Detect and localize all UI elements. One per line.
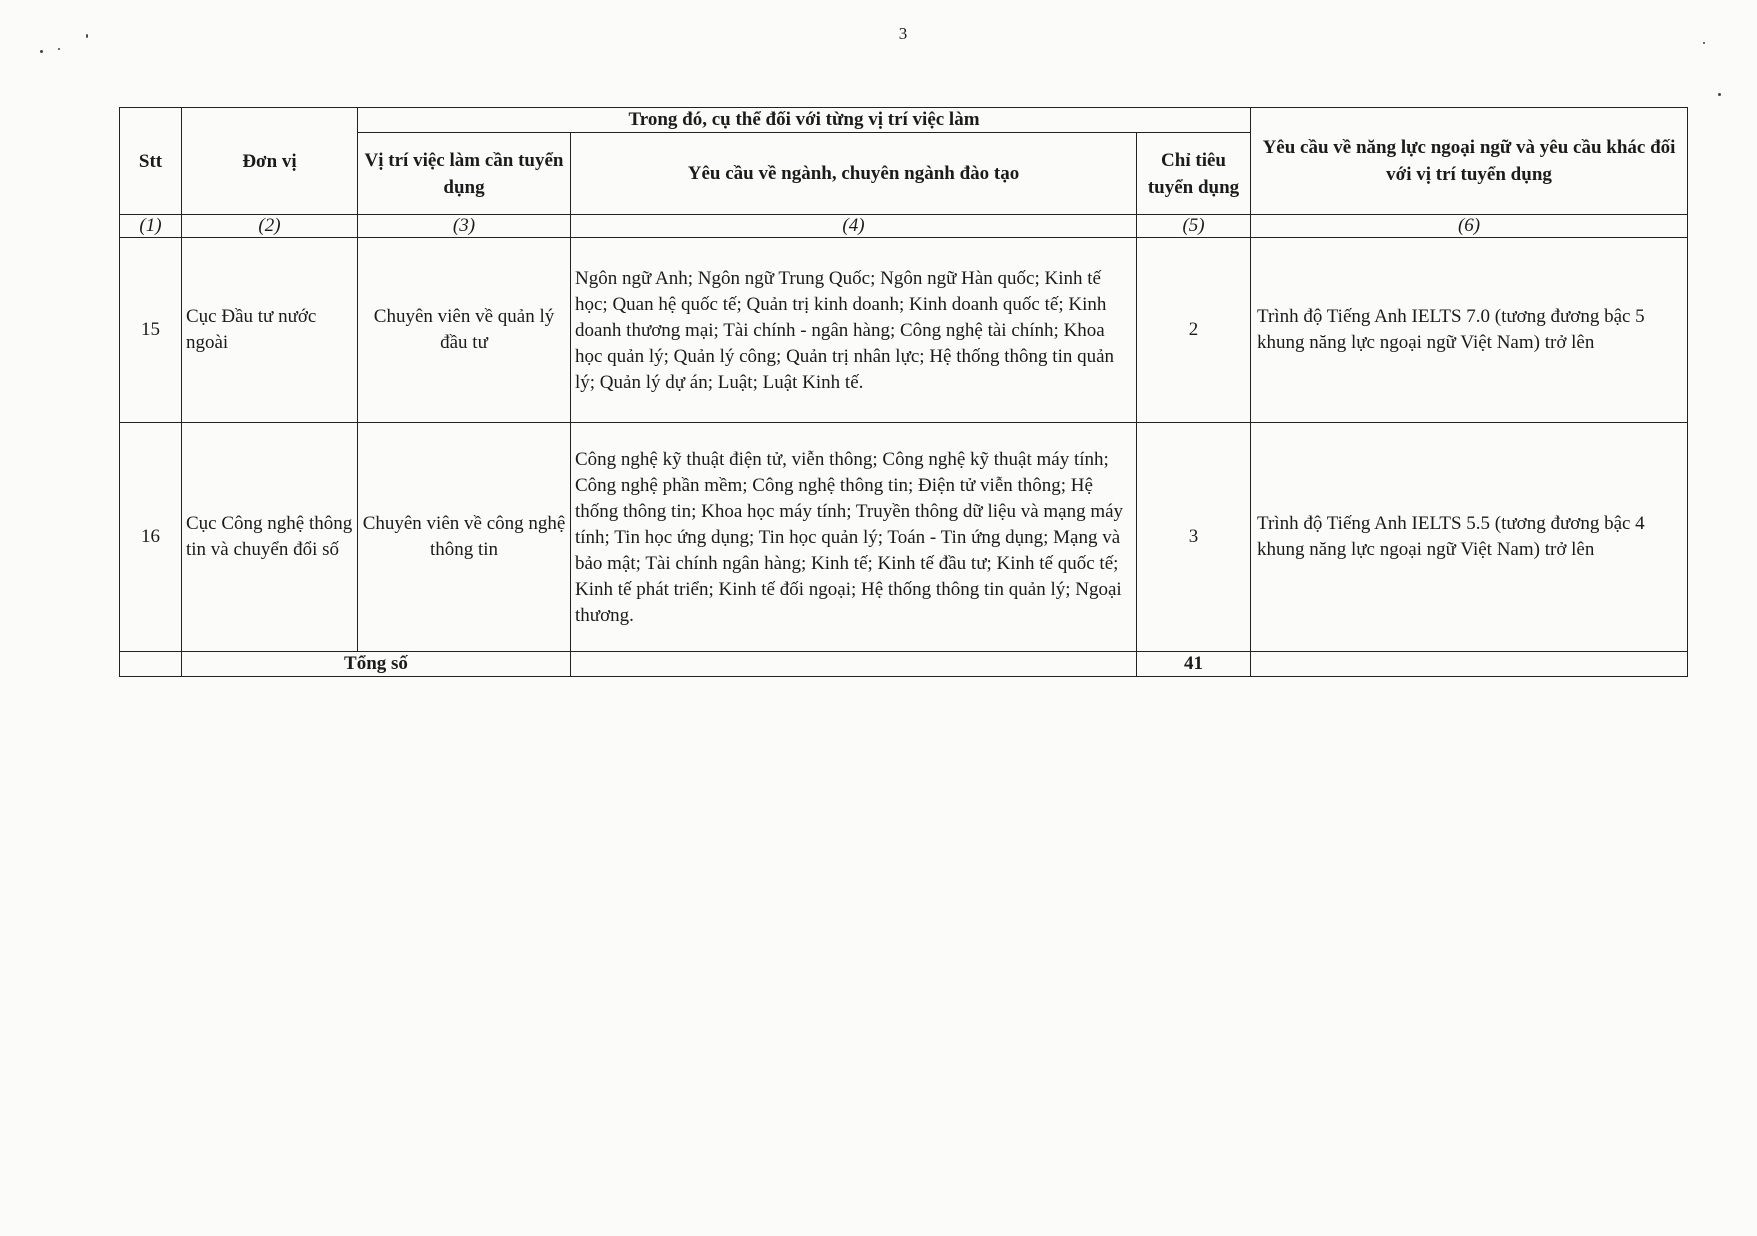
column-index: (1) bbox=[120, 215, 182, 238]
row-requirements: Trình độ Tiếng Anh IELTS 5.5 (tương đương bậc 4 khung năng lực ngoại ngữ Việt Nam) trở lên bbox=[1251, 423, 1688, 652]
header-row-group bbox=[120, 108, 1688, 133]
row-unit: Cục Công nghệ thông tin và chuyển đổi số bbox=[182, 423, 358, 652]
row-unit: Cục Đầu tư nước ngoài bbox=[182, 238, 358, 423]
column-index: (2) bbox=[182, 215, 358, 238]
header-quota: Chỉ tiêu tuyển dụng bbox=[1137, 133, 1251, 215]
header-group-positions: Trong đó, cụ thể đối với từng vị trí việc làm bbox=[358, 108, 1251, 133]
total-empty-cell bbox=[571, 652, 1137, 677]
page-number: 3 bbox=[898, 24, 908, 43]
header-position: Vị trí việc làm cần tuyển dụng bbox=[358, 133, 571, 215]
row-position: Chuyên viên về quản lý đầu tư bbox=[358, 238, 571, 423]
column-index: (6) bbox=[1251, 215, 1688, 238]
row-position: Chuyên viên về công nghệ thông tin bbox=[358, 423, 571, 652]
header-stt: Stt bbox=[120, 108, 182, 215]
column-index: (5) bbox=[1137, 215, 1251, 238]
total-quota: 41 bbox=[1137, 652, 1251, 677]
table-row bbox=[120, 423, 1688, 652]
row-majors: Ngôn ngữ Anh; Ngôn ngữ Trung Quốc; Ngôn ngữ Hàn quốc; Kinh tế học; Quan hệ quốc tế; Quản trị kinh doanh; Kinh doanh quốc tế; Kinh doanh thương mại; Tài chính - ngân hàng; Công nghệ tài chính; Khoa học quản lý; Quản lý công; Quản trị nhân lực; Hệ thống thông tin quản lý; Quản lý dự án; Luật; Luật Kinh tế. bbox=[571, 238, 1137, 423]
scan-speck bbox=[1718, 93, 1721, 96]
header-unit: Đơn vị bbox=[182, 108, 358, 215]
row-quota: 3 bbox=[1137, 423, 1251, 652]
scan-speck bbox=[40, 50, 43, 53]
total-empty-cell bbox=[1251, 652, 1688, 677]
total-row bbox=[120, 652, 1688, 677]
row-quota: 2 bbox=[1137, 238, 1251, 423]
scan-speck bbox=[86, 34, 88, 38]
scan-speck bbox=[58, 48, 60, 50]
row-majors: Công nghệ kỹ thuật điện tử, viễn thông; Công nghệ kỹ thuật máy tính; Công nghệ phần mềm; Công nghệ thông tin; Điện tử viễn thông; Hệ thống thông tin; Khoa học máy tính; Truyền thông dữ liệu và mạng máy tính; Tin học ứng dụng; Tin học quản lý; Toán - Tin ứng dụng; Mạng và bảo mật; Tài chính ngân hàng; Kinh tế; Kinh tế đầu tư; Kinh tế quốc tế; Kinh tế phát triển; Kinh tế đối ngoại; Hệ thống thông tin quản lý; Ngoại thương. bbox=[571, 423, 1137, 652]
header-requirements: Yêu cầu về năng lực ngoại ngữ và yêu cầu khác đối với vị trí tuyển dụng bbox=[1251, 108, 1688, 215]
header-majors: Yêu cầu về ngành, chuyên ngành đào tạo bbox=[571, 133, 1137, 215]
total-label: Tổng số bbox=[182, 652, 571, 677]
row-stt: 16 bbox=[120, 423, 182, 652]
row-requirements: Trình độ Tiếng Anh IELTS 7.0 (tương đương bậc 5 khung năng lực ngoại ngữ Việt Nam) trở lên bbox=[1251, 238, 1688, 423]
column-index: (3) bbox=[358, 215, 571, 238]
row-stt: 15 bbox=[120, 238, 182, 423]
recruitment-table bbox=[119, 107, 1688, 677]
scan-speck bbox=[1703, 42, 1705, 44]
column-index-row bbox=[120, 215, 1688, 238]
column-index: (4) bbox=[571, 215, 1137, 238]
total-empty-cell bbox=[120, 652, 182, 677]
table-row bbox=[120, 238, 1688, 423]
